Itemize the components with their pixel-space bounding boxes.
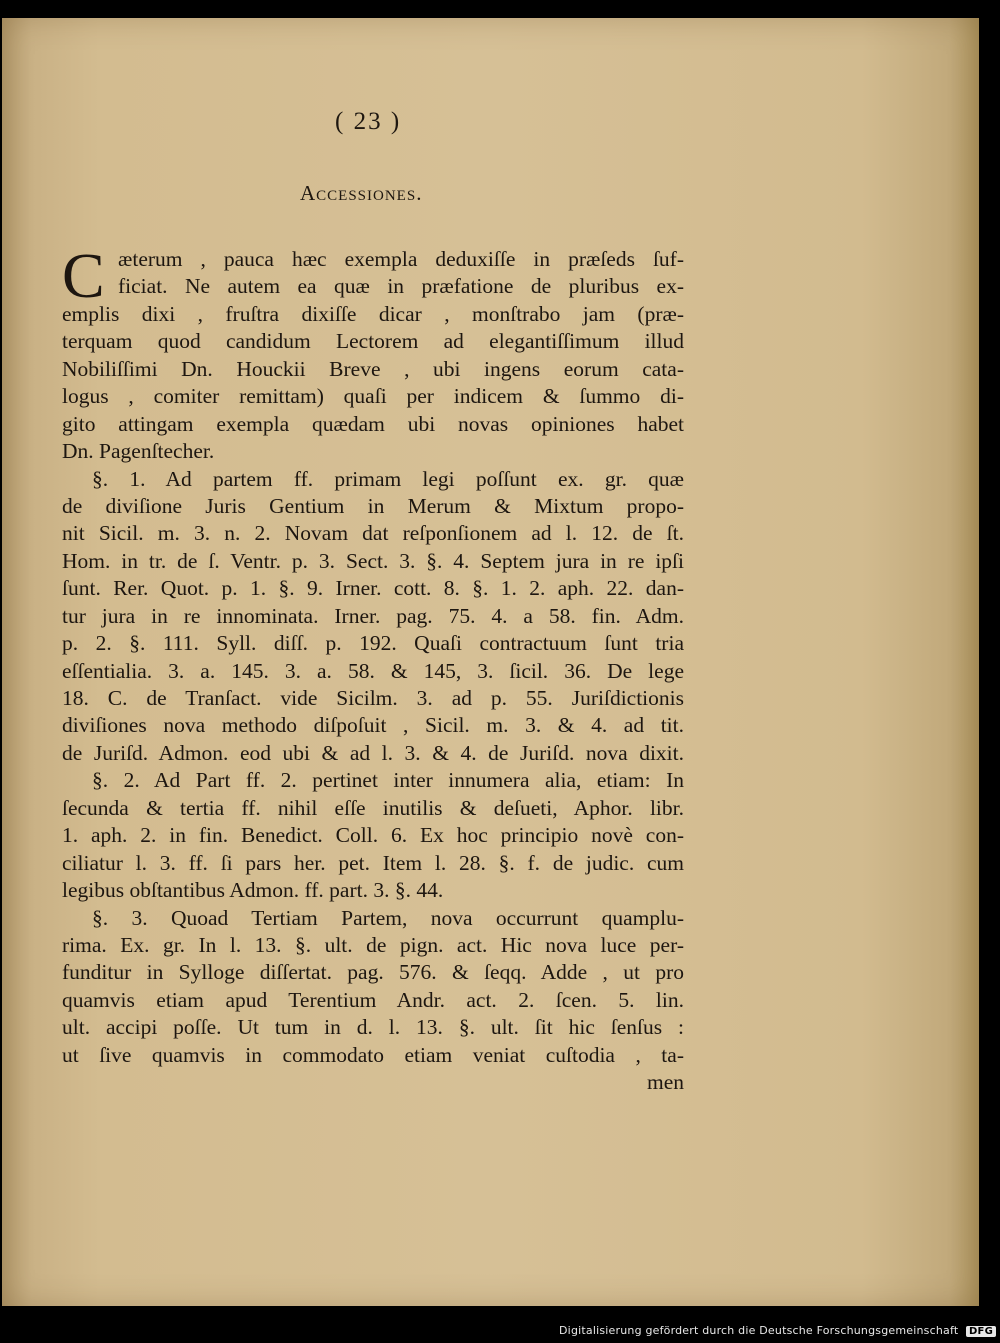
section-heading: Accessiones. xyxy=(300,181,423,205)
text-line: Hom. in tr. de ſ. Ventr. p. 3. Sect. 3. §. 4. Septem jura in re ipſi xyxy=(62,548,684,573)
text-line: quamvis etiam apud Terentium Andr. act. 2. ſcen. 5. lin. xyxy=(62,987,684,1012)
text-line: §. 1. Ad partem ff. primam legi poſſunt ex. gr. quæ xyxy=(92,466,684,491)
text-line: funditur in Sylloge diſſertat. pag. 576. & ſeqq. Adde , ut pro xyxy=(62,960,684,985)
digitization-credit xyxy=(559,1324,996,1337)
dfg-logo: DFG xyxy=(966,1326,996,1337)
body-text xyxy=(62,240,684,1097)
text-line: emplis dixi , fruſtra dixiſſe dicar , monſtrabo jam (præ- xyxy=(62,301,684,326)
text-line: §. 2. Ad Part ff. 2. pertinet inter innumera alia, etiam: In xyxy=(92,768,684,793)
opening-paragraph xyxy=(62,240,684,311)
text-line: logus , comiter remittam) quaſi per indicem & ſummo di- xyxy=(62,384,684,409)
text-line: ut ſive quamvis in commodato etiam veniat cuſtodia , ta- xyxy=(62,1042,684,1067)
text-line: ciliatur l. 3. ff. ſi pars her. pet. Item l. 28. §. f. de judic. cum xyxy=(62,850,684,875)
text-line: de Juriſd. Admon. eod ubi & ad l. 3. & 4. de Juriſd. nova dixit. xyxy=(62,740,684,765)
page-number: ( 23 ) xyxy=(335,108,402,135)
text-line: ficiat. Ne autem ea quæ in præfatione de pluribus ex- xyxy=(118,274,684,299)
text-line: de diviſione Juris Gentium in Merum & Mixtum propo- xyxy=(62,493,684,518)
text-line: terquam quod candidum Lectorem ad elegantiſſimum illud xyxy=(62,329,684,354)
text-line: æterum , pauca hæc exempla deduxiſſe in præſeds ſuf- xyxy=(118,247,684,271)
text-line: ſecunda & tertia ff. nihil eſſe inutilis & deſueti, Aphor. libr. xyxy=(62,795,684,820)
text-line: diviſiones nova methodo diſpoſuit , Sicil. m. 3. & 4. ad tit. xyxy=(62,713,684,738)
text-line: §. 3. Quoad Tertiam Partem, nova occurrunt quamplu- xyxy=(92,905,684,930)
drop-cap: C xyxy=(62,240,105,311)
text-line: eſſentialia. 3. a. 145. 3. a. 58. & 145, 3. ſicil. 36. De lege xyxy=(62,658,684,683)
text-line: legibus obſtantibus Admon. ff. part. 3. §. 44. xyxy=(62,878,444,903)
text-line: Dn. Pagenſtecher. xyxy=(62,439,215,464)
text-line: tur jura in re innominata. Irner. pag. 75. 4. a 58. fin. Adm. xyxy=(62,603,684,628)
text-line: rima. Ex. gr. In l. 13. §. ult. de pign. act. Hic nova luce per- xyxy=(62,932,684,957)
text-line: gito attingam exempla quædam ubi novas opiniones habet xyxy=(62,411,684,436)
book-page xyxy=(2,18,979,1306)
text-line: 1. aph. 2. in fin. Benedict. Coll. 6. Ex hoc principio novè con- xyxy=(62,823,684,848)
text-line: ſunt. Rer. Quot. p. 1. §. 9. Irner. cott. 8. §. 1. 2. aph. 22. dan- xyxy=(62,576,684,601)
text-line: p. 2. §. 111. Syll. diſſ. p. 192. Quaſi contractuum ſunt tria xyxy=(62,631,684,656)
catchword: men xyxy=(646,1070,684,1095)
text-line: Nobiliſſimi Dn. Houckii Breve , ubi ingens eorum cata- xyxy=(62,356,684,381)
text-line: ult. accipi poſſe. Ut tum in d. l. 13. §. ult. ſit hic ſenſus : xyxy=(62,1015,684,1040)
text-line: 18. C. de Tranſact. vide Sicilm. 3. ad p. 55. Juriſdictionis xyxy=(62,686,684,710)
text-line: nit Sicil. m. 3. n. 2. Novam dat reſponſionem ad l. 12. de ſt. xyxy=(62,521,684,546)
credit-text: Digitalisierung gefördert durch die Deutsche Forschungsgemeinschaft xyxy=(559,1324,959,1337)
